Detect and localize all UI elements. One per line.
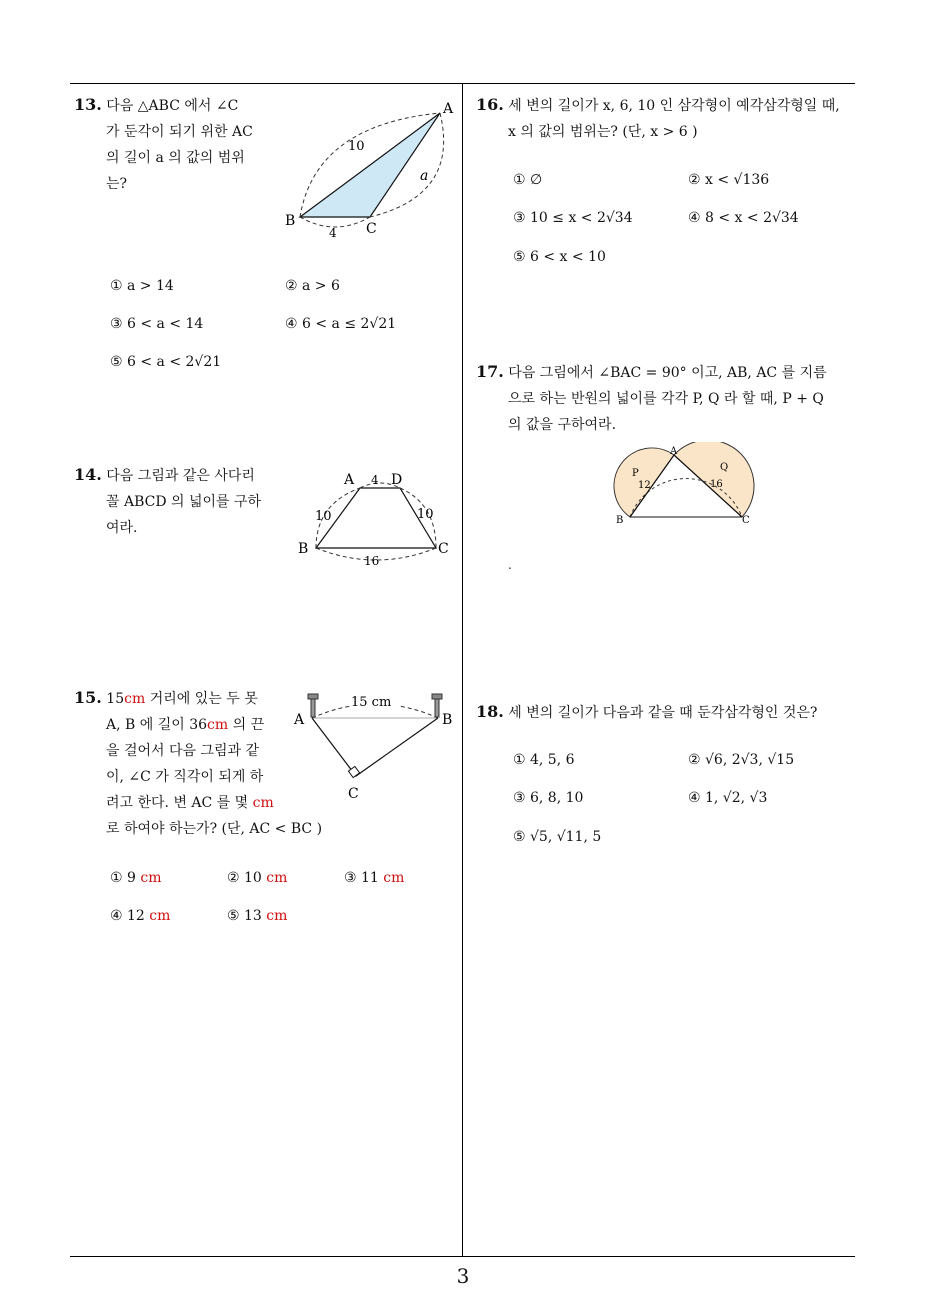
question-17	[476, 359, 861, 438]
question-number: 16.	[476, 95, 504, 114]
option-4[interactable]: ④ 6 < a ≤ 2√21	[285, 316, 397, 332]
q17-semicircles-figure	[608, 442, 758, 532]
nail-icon	[308, 694, 318, 717]
stem-line: 꼴 ABCD 의 넓이를 구하	[106, 494, 262, 510]
question-16	[476, 92, 856, 145]
vertex-label-b: B	[285, 213, 296, 229]
stem-line: 다음 그림에서 ∠BAC = 90° 이고, AB, AC 를 지름	[508, 365, 827, 381]
unit-cm: cm	[149, 908, 171, 924]
option-label: ③ 11	[344, 870, 384, 886]
option-1[interactable]	[110, 870, 161, 886]
vertex-label-a: A	[670, 446, 678, 457]
region-label-q: Q	[720, 462, 729, 473]
side-label-bottom: 16	[364, 554, 380, 568]
option-5[interactable]: ⑤ 6 < a < 2√21	[110, 354, 222, 370]
option-1[interactable]: ① 4, 5, 6	[513, 752, 575, 768]
option-3[interactable]	[344, 870, 404, 886]
option-5[interactable]	[227, 908, 287, 924]
stem-line: 가 둔각이 되기 위한 AC	[106, 124, 253, 140]
vertex-label-a: A	[443, 101, 454, 117]
option-1[interactable]: ① a > 14	[110, 278, 174, 294]
stem-line: x 의 값의 범위는? (단, x > 6 )	[508, 124, 698, 140]
vertex-label-b: B	[298, 541, 309, 557]
unit-cm: cm	[207, 717, 229, 733]
bottom-rule	[70, 1256, 855, 1257]
option-label: ② 10	[227, 870, 267, 886]
option-3[interactable]: ③ 10 ≤ x < 2√34	[513, 210, 633, 226]
side-label-right: 10	[417, 507, 434, 522]
option-5[interactable]: ⑤ 6 < x < 10	[513, 249, 606, 265]
column-divider	[462, 83, 463, 1257]
stem-text: 거리에 있는 두 못	[145, 691, 258, 707]
option-2[interactable]: ② a > 6	[285, 278, 340, 294]
stem-line: 다음 △ABC 에서 ∠C	[106, 98, 239, 114]
option-5[interactable]: ⑤ √5, √11, 5	[513, 829, 602, 845]
side-label-ac: 16	[710, 479, 723, 490]
stem-line: 세 변의 길이가 x, 6, 10 인 삼각형이 예각삼각형일 때,	[508, 98, 840, 114]
stem-text: 의 끈	[228, 717, 265, 733]
side-label-top: 4	[371, 473, 379, 487]
stem-line: 다음 그림과 같은 사다리	[106, 468, 255, 484]
option-4[interactable]: ④ 8 < x < 2√34	[688, 210, 799, 226]
vertex-label-c: C	[348, 786, 359, 802]
vertex-label-b: B	[616, 515, 624, 526]
vertex-label-a: A	[294, 712, 305, 728]
option-3[interactable]: ③ 6, 8, 10	[513, 790, 584, 806]
nail-icon	[432, 694, 442, 717]
question-18	[476, 699, 856, 726]
side-label-ab: 10	[348, 139, 365, 154]
option-4[interactable]: ④ 1, √2, √3	[688, 790, 768, 806]
option-2[interactable]: ② √6, 2√3, √15	[688, 752, 795, 768]
question-number: 18.	[476, 702, 504, 721]
unit-cm: cm	[252, 795, 274, 811]
stem-line: 는?	[106, 176, 128, 192]
option-3[interactable]: ③ 6 < a < 14	[110, 316, 204, 332]
stem-line: 의 값을 구하여라.	[508, 417, 617, 433]
option-label: ⑤ 13	[227, 908, 267, 924]
stem-line: 을 걸어서 다음 그림과 같	[106, 743, 260, 759]
question-number: 14.	[74, 465, 102, 484]
question-number: 15.	[74, 688, 102, 707]
side-label-bc: 4	[329, 226, 337, 240]
stem-line: 으로 하는 반원의 넓이를 각각 P, Q 라 할 때, P + Q	[508, 391, 824, 407]
triangle-abc	[300, 113, 440, 217]
option-2[interactable]: ② x < √136	[688, 172, 770, 188]
vertex-label-c: C	[438, 541, 449, 557]
vertex-label-d: D	[391, 472, 403, 488]
stem-text: 려고 한다. 변 AC 를 몇	[106, 795, 253, 811]
vertex-label-a: A	[344, 472, 355, 488]
side-label-left: 10	[315, 509, 332, 524]
question-13	[74, 92, 274, 197]
stem-line: 의 길이 a 의 값의 범위	[106, 150, 245, 166]
stem-line: 세 변의 길이가 다음과 같을 때 둔각삼각형인 것은?	[508, 705, 818, 721]
option-2[interactable]	[227, 870, 287, 886]
vertex-label-c: C	[742, 515, 750, 526]
region-label-p: P	[632, 468, 639, 479]
option-1[interactable]: ① ∅	[513, 172, 543, 188]
q14-trapezoid-figure	[292, 468, 457, 573]
vertex-label-c: C	[366, 221, 377, 237]
unit-cm: cm	[140, 870, 162, 886]
stem-text: A, B 에 길이 36	[106, 717, 208, 733]
option-4[interactable]	[110, 908, 170, 924]
distance-label: 15 cm	[351, 695, 392, 710]
vertex-label-b: B	[442, 712, 453, 728]
stem-line: 여라.	[106, 520, 138, 536]
side-label-ab: 12	[638, 480, 651, 491]
unit-cm: cm	[124, 691, 146, 707]
option-label: ④ 12	[110, 908, 150, 924]
side-label-ac: a	[420, 168, 429, 184]
stray-dot: .	[508, 558, 512, 572]
stem-line: 로 하여야 하는가? (단, AC < BC )	[106, 821, 323, 837]
stem-text: 15	[106, 691, 125, 707]
unit-cm: cm	[383, 870, 405, 886]
question-number: 17.	[476, 362, 504, 381]
question-number: 13.	[74, 95, 102, 114]
page-number: 3	[456, 1264, 470, 1288]
q13-triangle-figure	[280, 95, 460, 245]
option-label: ① 9	[110, 870, 141, 886]
question-14	[74, 462, 284, 541]
stem-line: 이, ∠C 가 직각이 되게 하	[106, 769, 264, 785]
unit-cm: cm	[266, 870, 288, 886]
string-acb	[312, 718, 438, 776]
unit-cm: cm	[266, 908, 288, 924]
q15-nails-figure	[290, 688, 458, 803]
